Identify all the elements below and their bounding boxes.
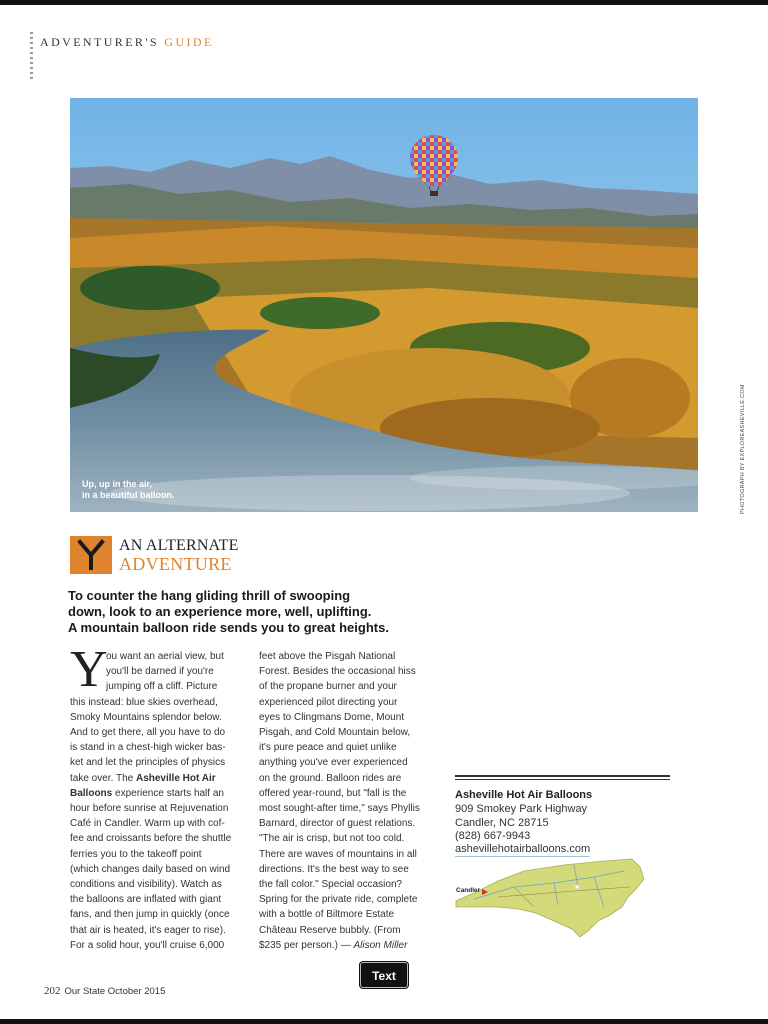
body-line: hour before sunrise at Rejuvenation xyxy=(70,803,229,815)
body-line: anything you've ever experienced xyxy=(259,757,408,769)
body-line: And to get there, all you have to do xyxy=(70,727,226,739)
photo-caption-line1: Up, up in the air, xyxy=(82,479,153,489)
body-line-text: $235 per person.) — xyxy=(259,939,354,951)
body-line: you'll be darned if you're xyxy=(106,666,214,678)
body-line: ferries you to the takeoff point xyxy=(70,848,202,860)
body-line: fee and croissants before the shuttle xyxy=(70,833,232,845)
deck-line: To counter the hang gliding thrill of swooping xyxy=(68,588,351,603)
body-line-text: experience starts half an xyxy=(112,787,224,799)
bottom-bar xyxy=(0,1019,768,1024)
feature-title xyxy=(119,537,239,573)
deck-line: A mountain balloon ride sends you to great heights. xyxy=(68,620,389,635)
body-line: ket and let the principles of physics xyxy=(70,757,226,769)
body-line: (which changes daily based on wind xyxy=(70,863,231,875)
body-line: Café in Candler. Warm up with cof- xyxy=(70,818,225,830)
body-line: jumping off a cliff. Picture xyxy=(106,681,218,693)
body-line: offered year-round, but "fall is the xyxy=(259,787,407,799)
company-name-bold-cont: Balloons xyxy=(70,787,113,799)
photo-caption-line2: in a beautiful balloon. xyxy=(82,490,175,500)
body-line: Forest. Besides the occasional hiss xyxy=(259,666,416,678)
text-view-button[interactable]: Text xyxy=(360,962,408,988)
sidebar-address-line1: 909 Smokey Park Highway xyxy=(455,803,588,815)
body-line: that air is heated, it's eager to rise). xyxy=(70,924,226,936)
body-line: Barnard, director of guest relations. xyxy=(259,818,416,830)
section-header-part1: ADVENTURER'S xyxy=(40,35,165,49)
deck-line: down, look to an experience more, well, uplifting. xyxy=(68,604,372,619)
top-bar xyxy=(0,0,768,5)
body-line: There are waves of mountains in all xyxy=(259,848,417,860)
section-header-part2: GUIDE xyxy=(164,35,214,49)
body-line: with a bottle of Biltmore Estate xyxy=(259,909,395,921)
body-line: conditions and visibility). Watch as xyxy=(70,879,222,891)
body-line: most sought-after time," says Phyllis xyxy=(259,803,420,815)
sidebar-business-name: Asheville Hot Air Balloons xyxy=(455,789,593,801)
body-line: Spring for the private ride, complete xyxy=(259,894,418,906)
body-line: Château Reserve bubbly. (From xyxy=(259,924,401,936)
body-line: experienced pilot directing your xyxy=(259,696,398,708)
body-line: For a solid hour, you'll cruise 6,000 xyxy=(70,939,225,951)
feature-title-line1: AN ALTERNATE xyxy=(119,537,239,554)
sidebar-address-line2: Candler, NC 28715 xyxy=(455,817,549,829)
body-line-text: take over. The xyxy=(70,772,136,784)
photo-caption xyxy=(82,479,222,501)
alternate-route-icon xyxy=(70,536,112,574)
sidebar-phone: (828) 667-9943 xyxy=(455,830,531,842)
author-byline: Alison Miller xyxy=(353,939,408,951)
photo-credit-text: PHOTOGRAPH BY EXPLOREASHEVILLE.COM xyxy=(740,384,746,514)
balloon-landscape-photo xyxy=(70,98,698,512)
body-column-1 xyxy=(70,641,246,953)
page-footer xyxy=(44,985,165,997)
feature-deck xyxy=(68,588,468,636)
dotted-margin-rule xyxy=(30,32,33,80)
body-line: the fall color." Special occasion? xyxy=(259,879,403,891)
body-line: Pisgah, and Cold Mountain below, xyxy=(259,727,411,739)
feature-title-line2: ADVENTURE xyxy=(119,554,232,574)
svg-text:★: ★ xyxy=(574,883,581,891)
body-line: ou want an aerial view, but xyxy=(106,651,224,662)
body-line: the balloons are inflated with giant xyxy=(70,894,222,906)
body-line: fans, and then jump in quickly (once xyxy=(70,909,230,921)
map-label-candler: Candler xyxy=(456,887,481,894)
section-header xyxy=(40,35,214,50)
company-name-bold: Asheville Hot Air xyxy=(135,772,216,784)
body-line: eyes to Clingmans Dome, Mount xyxy=(259,711,405,723)
body-line: is stand in a chest-high wicker bas- xyxy=(70,742,226,754)
north-carolina-map xyxy=(454,857,646,939)
magazine-issue: Our State October 2015 xyxy=(64,986,166,997)
body-line: Smoky Mountains splendor below. xyxy=(70,711,222,723)
photo-credit xyxy=(740,386,750,514)
body-column-2 xyxy=(259,649,435,953)
drop-cap: Y xyxy=(70,641,108,698)
body-line: of the propane burner and your xyxy=(259,681,397,693)
body-line: feet above the Pisgah National xyxy=(259,651,396,662)
body-line xyxy=(70,786,246,801)
body-line xyxy=(70,771,246,786)
sidebar-rule xyxy=(455,775,670,780)
body-line: "The air is crisp, but not too cold. xyxy=(259,833,405,845)
body-line: it's pure peace and quiet unlike xyxy=(259,742,397,754)
body-line: on the ground. Balloon rides are xyxy=(259,772,402,784)
page-number: 202 xyxy=(44,985,61,997)
body-line: this instead: blue skies overhead, xyxy=(70,696,218,708)
body-line: directions. It's the best way to see xyxy=(259,863,409,875)
body-line xyxy=(259,938,435,953)
sidebar-website-link[interactable]: ashevillehotairballoons.com xyxy=(455,843,591,855)
